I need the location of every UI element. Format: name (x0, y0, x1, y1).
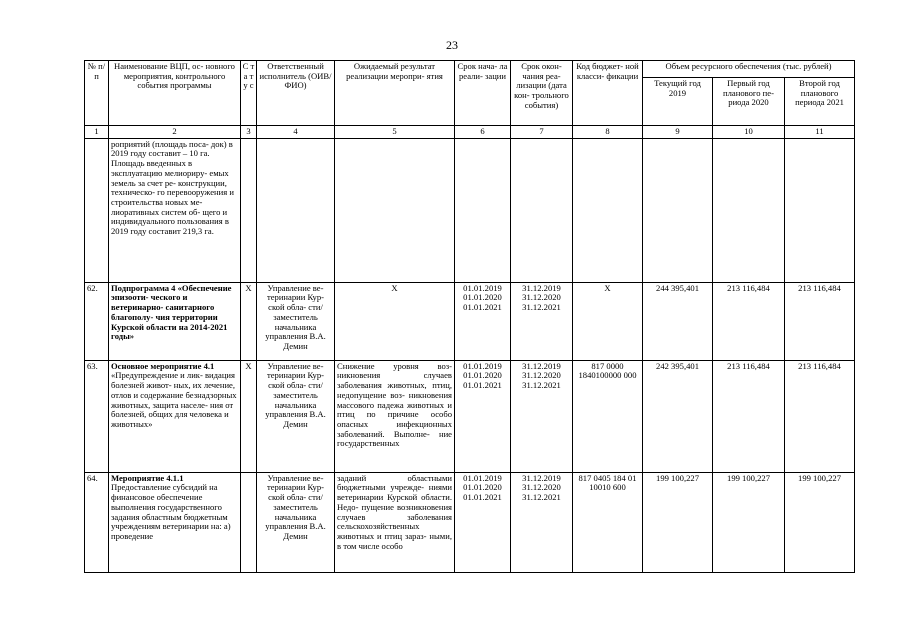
header-row (85, 61, 855, 78)
header-year-2020: Первый год планового пе- риода 2020 (713, 78, 785, 126)
row-2019 (643, 138, 713, 282)
row-code: 817 0405 184 01 10010 600 (573, 472, 643, 572)
row-name: Предоставление субсидий на финансовое обеспечение выполнения государственного задания областным бюджетным учреждениям ветеринарии на: а) проведение (111, 482, 231, 541)
row-responsible (257, 138, 335, 282)
column-number-row (85, 126, 855, 139)
header-result: Ожидаемый результат реализации меропри- ятия (335, 61, 455, 126)
row-name-bold: Мероприятие 4.1.1 (111, 472, 184, 483)
row-name-cell (109, 282, 241, 360)
col-number: 11 (785, 126, 855, 139)
row-result: Снижение уровня воз- никновения случаев заболевания животных, птиц, недопущение воз- никновения массового падежа животных и птиц по причине особо опасных инфекционных заболеваний. Выполне- ние государственных (335, 360, 455, 472)
col-number: 1 (85, 126, 109, 139)
col-number: 2 (109, 126, 241, 139)
row-2020 (713, 138, 785, 282)
row-responsible: Управление ве- теринарии Кур- ской обла- сти/заместитель начальника управления В.А. Демин (257, 282, 335, 360)
header-number: № п/ п (85, 61, 109, 126)
row-status (241, 472, 257, 572)
row-end (511, 138, 573, 282)
col-number: 8 (573, 126, 643, 139)
row-number: 64. (85, 472, 109, 572)
row-name: «Предупреждение и лик- видация болезней живот- ных, их лечение, отлов и содержание безнадзорных животных, защита населе- ния от болезней, общих для человека и животных» (111, 370, 237, 429)
row-end: 31.12.2019 31.12.2020 31.12.2021 (511, 282, 573, 360)
row-name-cell (109, 472, 241, 572)
table-row (85, 472, 855, 572)
row-responsible: Управление ве- теринарии Кур- ской обла- сти/заместитель начальника управления В.А. Демин (257, 472, 335, 572)
row-status: X (241, 360, 257, 472)
row-code: X (573, 282, 643, 360)
col-number: 5 (335, 126, 455, 139)
header-end: Срок окон- чания реа- лизации (дата кон- трольного события) (511, 61, 573, 126)
page-number: 23 (446, 38, 458, 52)
row-2020: 213 116,484 (713, 282, 785, 360)
col-number: 7 (511, 126, 573, 139)
col-number: 6 (455, 126, 511, 139)
row-number (85, 138, 109, 282)
row-number: 62. (85, 282, 109, 360)
row-name: роприятий (площадь поса- док) в 2019 году составит – 10 га. Площадь введенных в эксплуатацию мелиориру- емых земель за счет ре- конструкции, техническо- го перевооружения и строительства новых ме- лиоративных систем об- щего и индивидуального пользования в 2019 году составит 219,3 га. (111, 138, 234, 237)
header-name: Наименование ВЦП, ос- новного мероприятия, контрольного события программы (109, 61, 241, 126)
row-name-bold: Подпрограмма 4 «Обеспечение эпизооти- ческого и ветеринарно- санитарного благополу- чия территории Курской области на 2014-2021 годы» (111, 282, 232, 342)
row-name-cell (109, 138, 241, 282)
row-code: 817 0000 1840100000 000 (573, 360, 643, 472)
program-table (84, 60, 855, 573)
row-status: X (241, 282, 257, 360)
row-2019: 199 100,227 (643, 472, 713, 572)
col-number: 10 (713, 126, 785, 139)
header-start: Срок нача- ла реали- зации (455, 61, 511, 126)
row-end: 31.12.2019 31.12.2020 31.12.2021 (511, 360, 573, 472)
row-result (335, 138, 455, 282)
row-code (573, 138, 643, 282)
row-2019: 242 395,401 (643, 360, 713, 472)
row-result: X (335, 282, 455, 360)
row-number: 63. (85, 360, 109, 472)
header-code: Код бюджет- ной класси- фикации (573, 61, 643, 126)
header-year-2019: Текущий год 2019 (643, 78, 713, 126)
row-result: заданий областными бюджетными учрежде- ниями ветеринарии Курской области. Недо- пущение возникновения случаев заболевания сельскохозяйственных животных и птиц зараз- ными, в том числе особо (335, 472, 455, 572)
header-year-2021: Второй год планового периода 2021 (785, 78, 855, 126)
header-resources: Объем ресурсного обеспечения (тыс. рублей) (643, 61, 855, 78)
col-number: 9 (643, 126, 713, 139)
row-name-cell (109, 360, 241, 472)
table-row (85, 282, 855, 360)
row-2021 (785, 138, 855, 282)
col-number: 4 (257, 126, 335, 139)
row-2021: 213 116,484 (785, 360, 855, 472)
row-start (455, 138, 511, 282)
row-start: 01.01.2019 01.01.2020 01.01.2021 (455, 360, 511, 472)
row-name-bold: Основное мероприятие 4.1 (111, 360, 215, 371)
row-start: 01.01.2019 01.01.2020 01.01.2021 (455, 472, 511, 572)
header-responsible: Ответственный исполнитель (ОИВ/ФИО) (257, 61, 335, 126)
row-2021: 199 100,227 (785, 472, 855, 572)
row-responsible: Управление ве- теринарии Кур- ской обла- сти/заместитель начальника управления В.А. Демин (257, 360, 335, 472)
row-end: 31.12.2019 31.12.2020 31.12.2021 (511, 472, 573, 572)
table-row (85, 360, 855, 472)
row-status (241, 138, 257, 282)
row-2019: 244 395,401 (643, 282, 713, 360)
row-start: 01.01.2019 01.01.2020 01.01.2021 (455, 282, 511, 360)
row-2020: 213 116,484 (713, 360, 785, 472)
row-2020: 199 100,227 (713, 472, 785, 572)
row-2021: 213 116,484 (785, 282, 855, 360)
header-status: С т а т у с (241, 61, 257, 126)
col-number: 3 (241, 126, 257, 139)
table-row (85, 138, 855, 282)
